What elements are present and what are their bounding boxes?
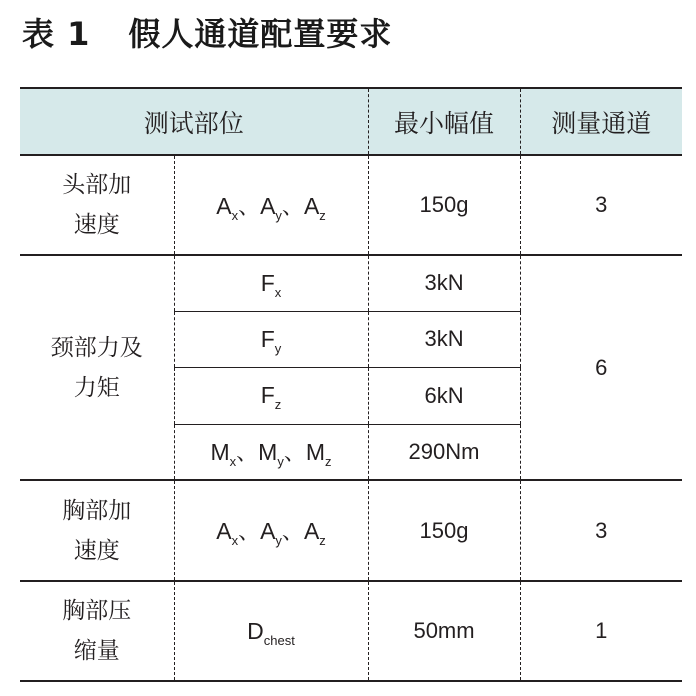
separator: 、 [281,519,304,544]
signal-symbol: D [247,617,264,644]
table-caption: 假人通道配置要求 [128,15,393,53]
signal-subscript: x [274,284,282,300]
signal-cell [174,480,368,581]
table-row [20,155,682,255]
signal-symbol: M [305,439,326,466]
test-part-cell [20,581,174,681]
signal-subscript: z [319,533,326,548]
signal-symbol: F [260,269,275,296]
amplitude-cell: 6kN [368,367,520,424]
table-row [20,255,682,311]
signal-subscript: y [277,454,284,470]
signal-symbol: A [260,192,276,219]
signal-subscript: z [325,454,332,470]
separator: 、 [236,440,259,466]
test-part-line: 胸部压 [62,598,132,624]
signal-symbol: A [216,192,232,219]
signal-subscript: z [319,207,326,223]
channel-table [20,87,682,682]
signal-cell [174,581,368,681]
amplitude-cell: 290Nm [368,424,520,480]
signal-subscript: y [275,533,282,548]
channel-count-cell: 6 [520,255,682,480]
amplitude-cell: 3kN [368,255,520,311]
signal-symbol: A [303,518,320,544]
channel-count-cell: 3 [520,480,682,581]
signal-symbol: M [210,439,230,466]
signal-cell [174,367,368,424]
channel-count-cell: 3 [520,155,682,255]
signal-symbol: F [260,382,275,408]
signal-symbol: M [258,439,278,466]
signal-subscript: z [274,397,282,412]
signal-cell [174,311,368,367]
channel-count-cell: 1 [520,581,682,681]
signal-subscript: x [231,533,239,548]
signal-symbol: A [260,518,276,544]
channel-table-container [20,87,682,682]
separator: 、 [283,440,306,466]
signal-subscript: x [231,207,239,223]
signal-cell [174,255,368,311]
table-title [22,12,392,56]
header-channels: 测量通道 [520,88,682,155]
amplitude-cell: 150g [368,155,520,255]
test-part-line: 颈部力及 [50,334,143,361]
table-number: 表 1 [22,15,91,53]
separator: 、 [238,519,261,544]
test-part-line: 速度 [73,212,120,238]
signal-symbol: F [260,325,275,352]
test-part-line: 缩量 [73,638,120,664]
signal-cell [174,155,368,255]
signal-subscript: x [229,454,237,470]
amplitude-cell: 3kN [368,311,520,367]
header-row [20,88,682,155]
test-part-cell [20,155,174,255]
test-part-line: 力矩 [73,374,120,401]
test-part-line: 胸部加 [62,497,132,524]
header-min-amplitude: 最小幅值 [368,88,520,155]
amplitude-cell: 50mm [368,581,520,681]
separator: 、 [281,193,304,219]
signal-subscript: chest [263,632,295,648]
signal-cell [174,424,368,480]
separator: 、 [238,193,261,219]
signal-symbol: A [216,518,232,544]
table-row [20,581,682,681]
test-part-line: 头部加 [62,172,132,198]
signal-subscript: y [274,340,282,356]
test-part-line: 速度 [73,537,120,564]
signal-subscript: y [275,207,282,223]
test-part-cell [20,255,174,480]
test-part-cell [20,480,174,581]
amplitude-cell: 150g [368,480,520,581]
header-test-part: 测试部位 [20,88,368,155]
signal-symbol: A [303,192,320,219]
table-row [20,480,682,581]
